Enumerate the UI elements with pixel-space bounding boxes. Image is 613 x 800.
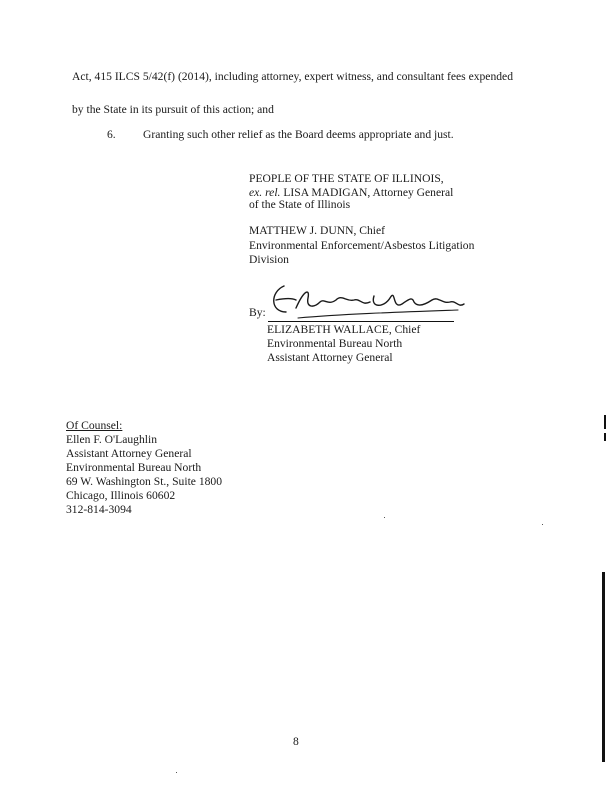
counsel-line: Assistant Attorney General [66, 447, 192, 460]
scan-mark [604, 433, 606, 441]
party-line-2-rest: LISA MADIGAN, Attorney General [280, 186, 454, 199]
by-label: By: [249, 306, 266, 319]
chief-name: MATTHEW J. DUNN, Chief [249, 224, 385, 237]
page-number: 8 [293, 735, 299, 748]
scan-speck [542, 524, 543, 525]
scan-mark [604, 415, 606, 429]
body-line-2: by the State in its pursuit of this action; and [72, 103, 274, 116]
scan-speck [384, 517, 385, 518]
counsel-line: 69 W. Washington St., Suite 1800 [66, 475, 223, 488]
list-item-number: 6. [107, 128, 116, 141]
counsel-line: Ellen F. O'Laughlin [66, 433, 158, 446]
chief-division-line-2: Division [249, 253, 289, 266]
signatory-name: ELIZABETH WALLACE, Chief [267, 323, 421, 336]
ex-rel-text: ex. rel. [249, 186, 281, 199]
party-line-3: of the State of Illinois [249, 198, 351, 211]
counsel-line: 312-814-3094 [66, 503, 132, 516]
party-line-1: PEOPLE OF THE STATE OF ILLINOIS, [249, 172, 444, 185]
signatory-title: Assistant Attorney General [267, 351, 393, 364]
counsel-line: Environmental Bureau North [66, 461, 202, 474]
list-item-text: Granting such other relief as the Board deems appropriate and just. [143, 128, 454, 141]
signatory-bureau: Environmental Bureau North [267, 337, 403, 350]
chief-division-line-1: Environmental Enforcement/Asbestos Litigation [249, 239, 475, 252]
signature-line [268, 321, 454, 322]
scan-speck [176, 772, 177, 773]
counsel-line: Chicago, Illinois 60602 [66, 489, 176, 502]
of-counsel-heading: Of Counsel: [66, 419, 123, 432]
body-line-1: Act, 415 ILCS 5/42(f) (2014), including attorney, expert witness, and consultant fees expended [72, 70, 513, 83]
scan-edge-shadow [602, 572, 605, 762]
